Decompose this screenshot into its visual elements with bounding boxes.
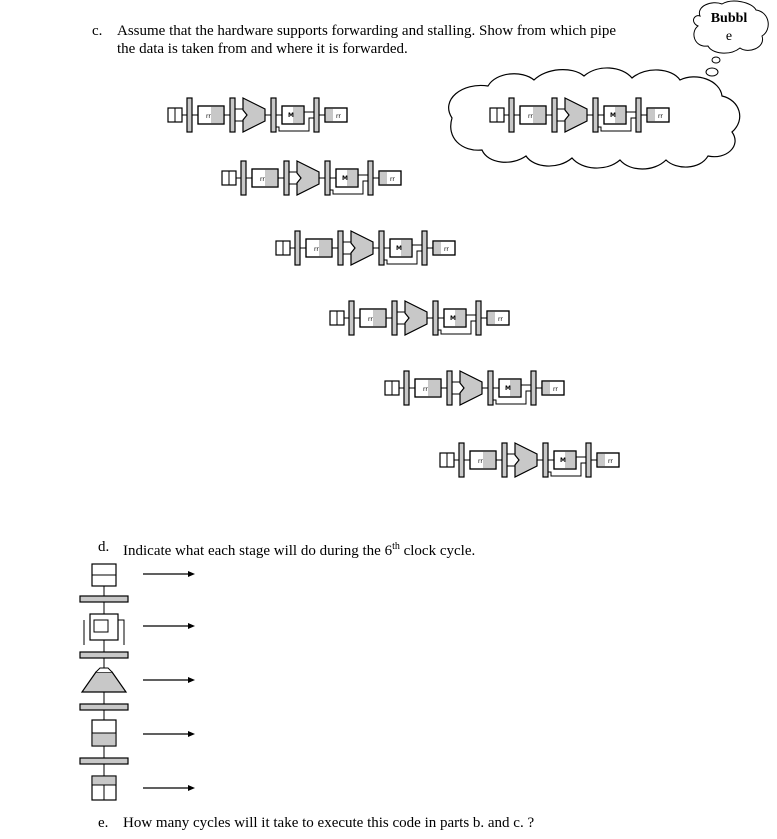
writeback-label: rr — [444, 246, 449, 253]
pipeline-row-0 — [168, 98, 347, 132]
register-file-label: rr — [423, 386, 428, 393]
pipeline-register — [368, 161, 373, 195]
arrow-head-icon — [188, 731, 195, 737]
pipeline-row-4 — [330, 301, 509, 335]
pipeline-register — [271, 98, 276, 132]
pipeline-register — [187, 98, 192, 132]
data-memory-label: M — [505, 385, 511, 392]
arrow-head-icon — [188, 623, 195, 629]
question-d-text-after: clock cycle. — [399, 543, 476, 559]
data-memory-label: M — [450, 315, 456, 322]
register-file-label: rr — [206, 113, 211, 120]
pipeline-register — [379, 231, 384, 265]
data-memory-shade — [455, 309, 466, 327]
arrow-head-icon — [188, 677, 195, 683]
arrow-head-icon — [188, 785, 195, 791]
alu — [460, 371, 482, 405]
data-memory-shade — [565, 451, 576, 469]
pipeline-register — [284, 161, 289, 195]
pipeline-register — [531, 371, 536, 405]
data-memory-shade — [401, 239, 412, 257]
pipeline-register — [230, 98, 235, 132]
alu — [515, 443, 537, 477]
question-d-label: d. — [98, 539, 110, 555]
bubble-label-line2: e — [725, 29, 733, 44]
pipeline-register — [433, 301, 438, 335]
data-memory-label: M — [560, 457, 566, 464]
writeback-label: rr — [498, 316, 503, 323]
pipeline-register — [349, 301, 354, 335]
alu — [405, 301, 427, 335]
v-pipeline-register — [80, 758, 128, 764]
data-memory-label: M — [288, 112, 294, 119]
pipeline-register — [241, 161, 246, 195]
alu — [297, 161, 319, 195]
writeback-shade — [542, 381, 550, 395]
alu — [351, 231, 373, 265]
writeback-shade — [433, 241, 441, 255]
writeback-label: rr — [608, 458, 613, 465]
register-file-shade — [319, 239, 332, 257]
bubble-label-cloud — [694, 1, 769, 53]
bubble-label-line1: Bubbl — [710, 11, 748, 26]
alu — [243, 98, 265, 132]
thought-circle-2 — [712, 57, 720, 63]
pipeline-register — [509, 98, 514, 132]
v-data-memory-shade — [92, 733, 116, 746]
data-memory-label: M — [396, 245, 402, 252]
pipeline-register — [502, 443, 507, 477]
register-file-shade — [533, 106, 546, 124]
data-memory-shade — [347, 169, 358, 187]
pipeline-register — [325, 161, 330, 195]
v-pipeline-register — [80, 652, 128, 658]
register-file-label: rr — [368, 316, 373, 323]
writeback-label: rr — [336, 113, 341, 120]
writeback-label: rr — [658, 113, 663, 120]
pipeline-row-5 — [385, 371, 564, 405]
question-c-label: c. — [92, 23, 103, 39]
pipeline-register — [543, 443, 548, 477]
register-file-label: rr — [478, 458, 483, 465]
register-file-shade — [265, 169, 278, 187]
pipeline-register — [593, 98, 598, 132]
register-file-shade — [483, 451, 496, 469]
pipeline-register — [314, 98, 319, 132]
pipeline-register — [459, 443, 464, 477]
register-file-shade — [211, 106, 224, 124]
register-file-shade — [428, 379, 441, 397]
thought-circle-1 — [706, 68, 718, 76]
writeback-shade — [487, 311, 495, 325]
v-alu-notch — [96, 668, 112, 672]
writeback-shade — [379, 171, 387, 185]
pipeline-register — [636, 98, 641, 132]
data-memory-shade — [293, 106, 304, 124]
writeback-shade — [647, 108, 655, 122]
pipeline-register — [476, 301, 481, 335]
pipeline-register — [338, 231, 343, 265]
pipeline-register — [295, 231, 300, 265]
pipeline-row-2 — [222, 161, 401, 195]
v-pipeline-register — [80, 704, 128, 710]
writeback-shade — [325, 108, 333, 122]
question-c-line1: Assume that the hardware supports forwarding and stalling. Show from which pipe — [117, 23, 617, 39]
register-file-label: rr — [260, 176, 265, 183]
register-file-label: rr — [528, 113, 533, 120]
question-c-line2: the data is taken from and where it is forwarded. — [117, 41, 408, 57]
pipeline-register — [422, 231, 427, 265]
register-file-shade — [373, 309, 386, 327]
writeback-label: rr — [390, 176, 395, 183]
v-alu — [82, 672, 126, 692]
arrow-head-icon — [188, 571, 195, 577]
question-d-text-before: Indicate what each stage will do during the 6 — [123, 543, 393, 559]
pipeline-row-6 — [440, 443, 619, 477]
data-memory-label: M — [610, 112, 616, 119]
pipeline-register — [488, 371, 493, 405]
question-e-label: e. — [98, 815, 109, 831]
pipeline-register — [447, 371, 452, 405]
v-pipeline-register — [80, 596, 128, 602]
pipeline-register — [586, 443, 591, 477]
data-memory-shade — [510, 379, 521, 397]
pipeline-row-3 — [276, 231, 455, 265]
question-d-superscript: th — [392, 541, 400, 552]
data-memory-label: M — [342, 175, 348, 182]
pipeline-register — [392, 301, 397, 335]
pipeline-register — [552, 98, 557, 132]
writeback-label: rr — [553, 386, 558, 393]
v-writeback-shade — [92, 776, 116, 785]
question-e-text: How many cycles will it take to execute this code in parts b. and c. ? — [123, 815, 535, 831]
register-file-label: rr — [314, 246, 319, 253]
data-memory-shade — [615, 106, 626, 124]
pipeline-register — [404, 371, 409, 405]
writeback-shade — [597, 453, 605, 467]
